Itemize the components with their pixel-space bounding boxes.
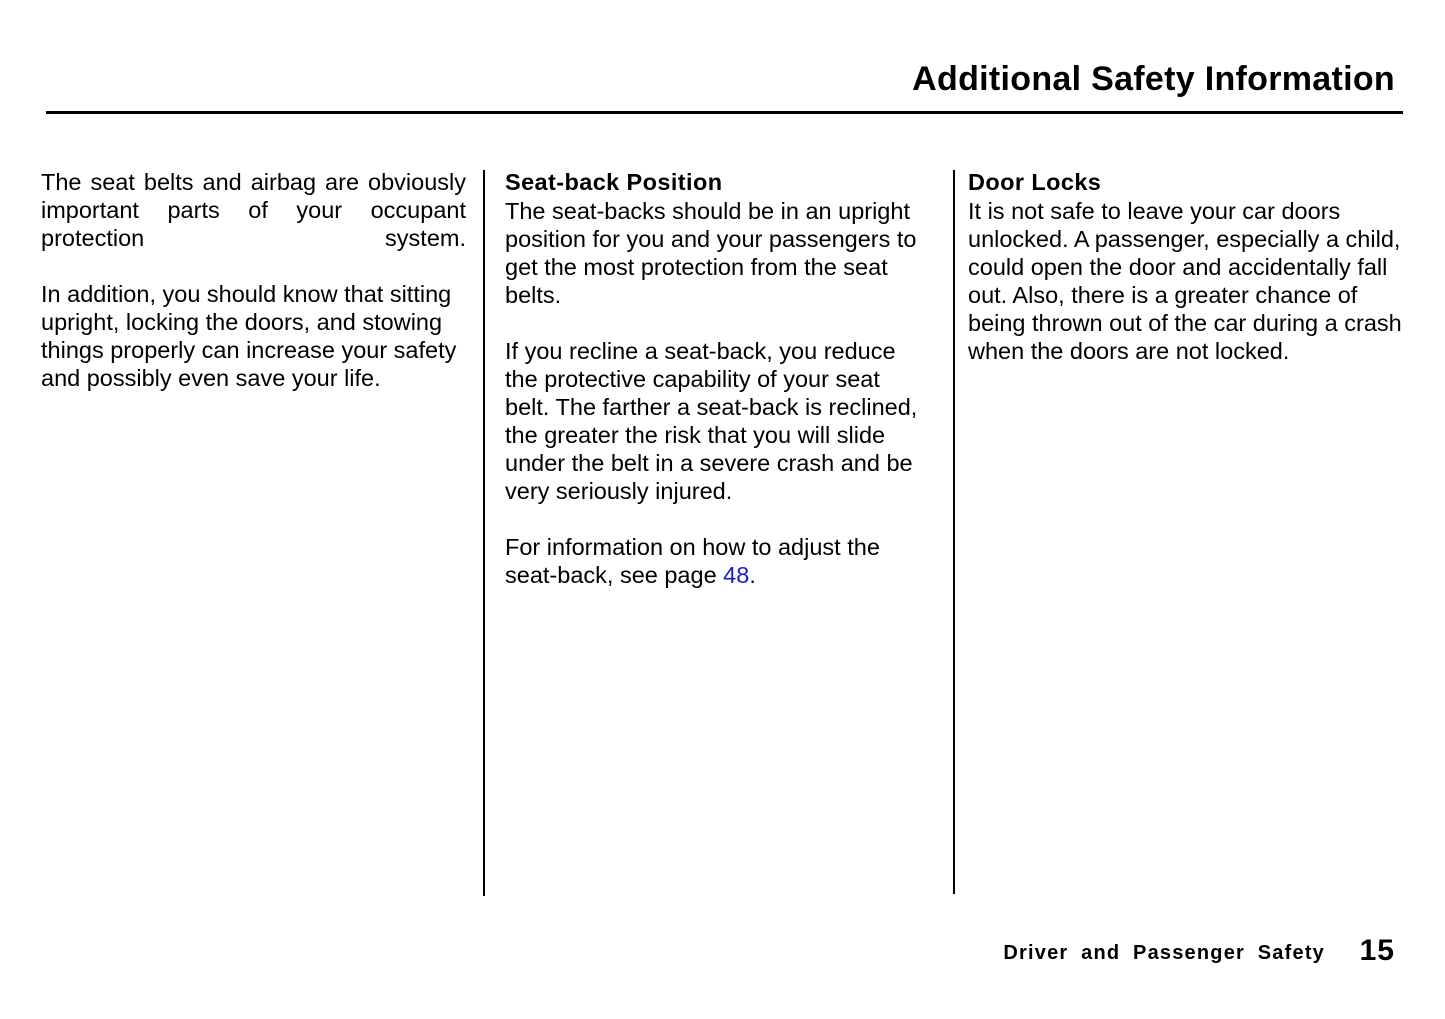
column-intro — [41, 168, 466, 420]
intro-paragraph-1: The seat belts and airbag are obviously important parts of your occupant protection system. — [41, 169, 466, 251]
see-page-period: . — [749, 562, 756, 588]
intro-paragraph-2: In addition, you should know that sitting upright, locking the doors, and stowing things properly can increase your safety and possibly even save your life. — [41, 281, 457, 391]
door-locks-paragraph: It is not safe to leave your car doors unlocked. A passenger, especially a child, could open the door and accidentally fall out. Also, there is a greater chance of being thrown out of the car during a crash when the doors are not locked. — [968, 198, 1402, 364]
see-page-text: For information on how to adjust the seat-back, see page — [505, 534, 880, 588]
header-rule — [46, 111, 1403, 114]
column-seat-back-position — [505, 168, 925, 617]
footer-section-title: Driver and Passenger Safety — [1003, 942, 1325, 964]
seat-back-paragraph-1: The seat-backs should be in an upright position for you and your passengers to get the most protection from the seat belts. — [505, 198, 917, 308]
seat-back-paragraph-3 — [505, 533, 925, 589]
column-door-locks — [968, 168, 1408, 393]
section-heading-seat-back: Seat-back Position — [505, 169, 723, 195]
page-48-link[interactable]: 48 — [723, 562, 750, 588]
column-divider — [483, 170, 485, 896]
page-number: 15 — [1359, 934, 1395, 967]
seat-back-paragraph-2: If you recline a seat-back, you reduce the protective capability of your seat belt. The farther a seat-back is reclined, the greater the risk that you will slide under the belt in a severe crash and be very seriously injured. — [505, 338, 918, 504]
section-heading-door-locks: Door Locks — [968, 169, 1102, 195]
page-title: Additional Safety Information — [912, 60, 1395, 98]
column-divider — [953, 170, 955, 894]
